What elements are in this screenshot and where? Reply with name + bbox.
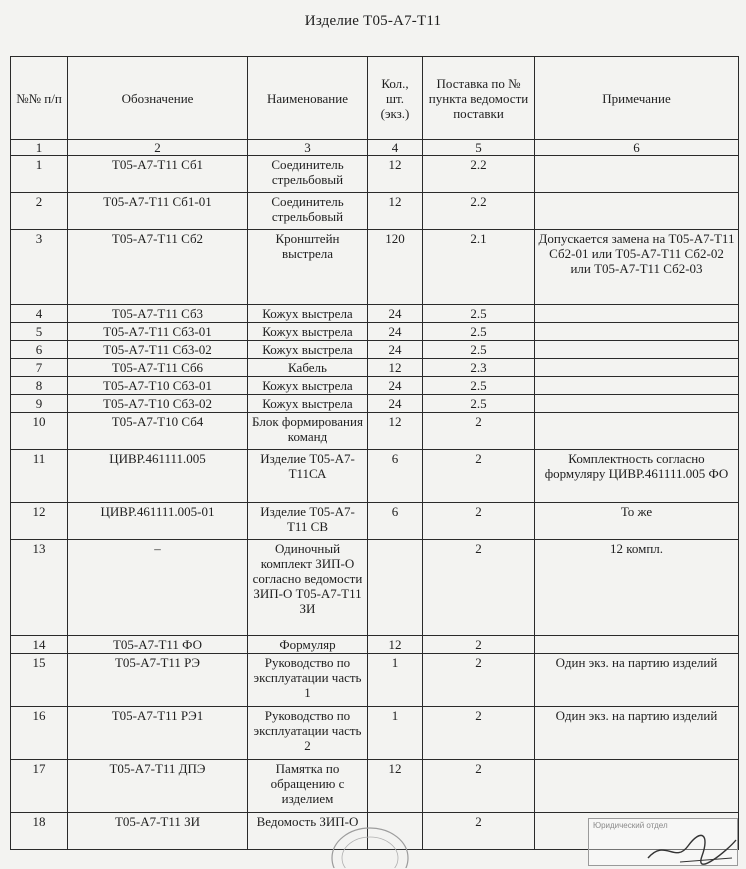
cell-num: 16	[11, 707, 68, 760]
cell-delivery: 2	[423, 450, 535, 503]
cell-name: Изделие Т05-А7-Т11СА	[248, 450, 368, 503]
cell-designation: Т05-А7-Т11 РЭ1	[68, 707, 248, 760]
cell-name: Ведомость ЗИП-О	[248, 813, 368, 850]
cell-num: 1	[11, 156, 68, 193]
cell-delivery: 2	[423, 413, 535, 450]
table-row	[11, 395, 739, 413]
table-row	[11, 156, 739, 193]
cell-name: Памятка по обращению с изделием	[248, 760, 368, 813]
cell-name: Одиночный комплект ЗИП-О согласно ведомости ЗИП-О Т05-А7-Т11 ЗИ	[248, 540, 368, 636]
cell-num: 6	[11, 341, 68, 359]
cell-delivery: 2	[423, 707, 535, 760]
column-number-row	[11, 140, 739, 156]
table-row	[11, 540, 739, 636]
cell-qty: 120	[368, 230, 423, 305]
column-number: 5	[423, 140, 535, 156]
cell-note: Один экз. на партию изделий	[535, 707, 739, 760]
table-row	[11, 654, 739, 707]
cell-name: Кабель	[248, 359, 368, 377]
cell-num: 11	[11, 450, 68, 503]
table-row	[11, 760, 739, 813]
cell-designation: Т05-А7-Т11 ФО	[68, 636, 248, 654]
cell-num: 13	[11, 540, 68, 636]
cell-delivery: 2	[423, 636, 535, 654]
cell-qty: 12	[368, 193, 423, 230]
cell-qty: 12	[368, 156, 423, 193]
header-name: Наименование	[248, 57, 368, 140]
table-row	[11, 230, 739, 305]
cell-note: Допускается замена на Т05-А7-Т11 Сб2-01 или Т05-А7-Т11 Сб2-02 или Т05-А7-Т11 Сб2-03	[535, 230, 739, 305]
cell-num: 8	[11, 377, 68, 395]
cell-num: 14	[11, 636, 68, 654]
cell-delivery: 2.3	[423, 359, 535, 377]
cell-note	[535, 760, 739, 813]
cell-note: Комплектность согласно формуляру ЦИВР.461111.005 ФО	[535, 450, 739, 503]
cell-num: 4	[11, 305, 68, 323]
cell-num: 12	[11, 503, 68, 540]
header-num: №№ п/п	[11, 57, 68, 140]
cell-designation: Т05-А7-Т11 Сб3-02	[68, 341, 248, 359]
seal-image	[330, 818, 410, 868]
cell-num: 5	[11, 323, 68, 341]
cell-note	[535, 193, 739, 230]
header-qty: Кол., шт. (экз.)	[368, 57, 423, 140]
cell-num: 2	[11, 193, 68, 230]
cell-designation: Т05-А7-Т11 ЗИ	[68, 813, 248, 850]
cell-delivery: 2.5	[423, 305, 535, 323]
cell-num: 7	[11, 359, 68, 377]
cell-name: Блок формирования команд	[248, 413, 368, 450]
cell-delivery: 2.2	[423, 193, 535, 230]
cell-num: 10	[11, 413, 68, 450]
cell-note	[535, 156, 739, 193]
table-row	[11, 193, 739, 230]
cell-designation: Т05-А7-Т11 РЭ	[68, 654, 248, 707]
cell-designation: ЦИВР.461111.005-01	[68, 503, 248, 540]
header-note: Примечание	[535, 57, 739, 140]
cell-qty: 12	[368, 413, 423, 450]
table-row	[11, 707, 739, 760]
cell-designation: ЦИВР.461111.005	[68, 450, 248, 503]
cell-note	[535, 377, 739, 395]
header-delivery: Поставка по № пункта ведомости поставки	[423, 57, 535, 140]
cell-name: Соединитель стрельбовый	[248, 156, 368, 193]
cell-qty: 1	[368, 707, 423, 760]
table-row	[11, 636, 739, 654]
cell-name: Кожух выстрела	[248, 377, 368, 395]
header-designation: Обозначение	[68, 57, 248, 140]
cell-qty: 24	[368, 377, 423, 395]
cell-num: 17	[11, 760, 68, 813]
cell-delivery: 2	[423, 813, 535, 850]
cell-qty: 1	[368, 654, 423, 707]
cell-note	[535, 305, 739, 323]
cell-designation: Т05-А7-Т11 Сб6	[68, 359, 248, 377]
column-number: 3	[248, 140, 368, 156]
cell-num: 15	[11, 654, 68, 707]
cell-delivery: 2	[423, 503, 535, 540]
cell-designation: –	[68, 540, 248, 636]
cell-qty: 6	[368, 450, 423, 503]
cell-qty: 24	[368, 323, 423, 341]
cell-num: 3	[11, 230, 68, 305]
cell-note: 12 компл.	[535, 540, 739, 636]
cell-num: 9	[11, 395, 68, 413]
table-row	[11, 341, 739, 359]
specification-table	[10, 56, 739, 850]
cell-delivery: 2	[423, 540, 535, 636]
stamp-text: Юридический отдел	[593, 821, 668, 830]
cell-delivery: 2.2	[423, 156, 535, 193]
cell-designation: Т05-А7-Т11 Сб1	[68, 156, 248, 193]
table-row	[11, 503, 739, 540]
signature-image	[640, 828, 740, 868]
cell-designation: Т05-А7-Т11 ДПЭ	[68, 760, 248, 813]
page-title: Изделие Т05-А7-Т11	[304, 13, 442, 29]
cell-delivery: 2	[423, 654, 535, 707]
table-row	[11, 377, 739, 395]
cell-qty	[368, 540, 423, 636]
cell-note	[535, 341, 739, 359]
cell-name: Кожух выстрела	[248, 341, 368, 359]
cell-designation: Т05-А7-Т10 Сб3-01	[68, 377, 248, 395]
cell-designation: Т05-А7-Т11 Сб2	[68, 230, 248, 305]
cell-note: То же	[535, 503, 739, 540]
cell-qty: 24	[368, 305, 423, 323]
cell-qty: 12	[368, 636, 423, 654]
column-number: 6	[535, 140, 739, 156]
cell-delivery: 2.5	[423, 377, 535, 395]
cell-name: Руководство по эксплуатации часть 1	[248, 654, 368, 707]
column-number: 2	[68, 140, 248, 156]
cell-qty: 6	[368, 503, 423, 540]
cell-qty: 24	[368, 341, 423, 359]
cell-designation: Т05-А7-Т11 Сб3	[68, 305, 248, 323]
column-number: 4	[368, 140, 423, 156]
cell-name: Формуляр	[248, 636, 368, 654]
cell-delivery: 2.5	[423, 341, 535, 359]
cell-name: Кожух выстрела	[248, 323, 368, 341]
cell-note	[535, 323, 739, 341]
table-row	[11, 359, 739, 377]
cell-name: Кожух выстрела	[248, 395, 368, 413]
cell-note	[535, 359, 739, 377]
cell-delivery: 2.5	[423, 395, 535, 413]
cell-note	[535, 413, 739, 450]
cell-name: Кронштейн выстрела	[248, 230, 368, 305]
cell-name: Кожух выстрела	[248, 305, 368, 323]
cell-delivery: 2.1	[423, 230, 535, 305]
cell-note	[535, 636, 739, 654]
cell-qty: 12	[368, 359, 423, 377]
table-row	[11, 413, 739, 450]
cell-delivery: 2.5	[423, 323, 535, 341]
table-row	[11, 323, 739, 341]
column-number: 1	[11, 140, 68, 156]
cell-designation: Т05-А7-Т10 Сб3-02	[68, 395, 248, 413]
cell-name: Соединитель стрельбовый	[248, 193, 368, 230]
cell-name: Руководство по эксплуатации часть 2	[248, 707, 368, 760]
cell-designation: Т05-А7-Т11 Сб1-01	[68, 193, 248, 230]
header-row	[11, 57, 739, 140]
cell-designation: Т05-А7-Т11 Сб3-01	[68, 323, 248, 341]
cell-delivery: 2	[423, 760, 535, 813]
cell-num: 18	[11, 813, 68, 850]
cell-note: Один экз. на партию изделий	[535, 654, 739, 707]
cell-designation: Т05-А7-Т10 Сб4	[68, 413, 248, 450]
cell-name: Изделие Т05-А7-Т11 СВ	[248, 503, 368, 540]
table-row	[11, 305, 739, 323]
table-row	[11, 450, 739, 503]
cell-note	[535, 395, 739, 413]
cell-qty: 12	[368, 760, 423, 813]
cell-qty: 24	[368, 395, 423, 413]
